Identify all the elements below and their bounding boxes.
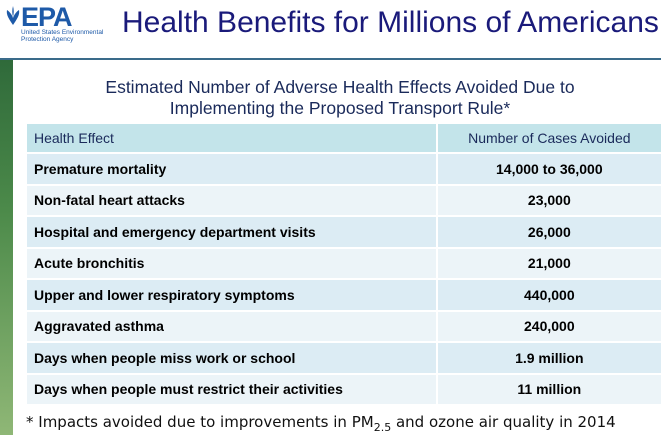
caption-line-2: Implementing the Proposed Transport Rule* xyxy=(169,98,511,118)
epa-logo xyxy=(4,3,122,55)
logo-subtitle: United States Environmental Protection Agency xyxy=(21,29,104,43)
health-effect-cell: Premature mortality xyxy=(27,153,437,185)
table-row xyxy=(27,342,661,374)
logo-text: EPA xyxy=(21,2,72,32)
table-row xyxy=(27,374,661,406)
column-header-cases: Number of Cases Avoided xyxy=(437,124,661,153)
health-effect-cell: Days when people miss work or school xyxy=(27,342,437,374)
cases-avoided-cell: 11 million xyxy=(437,374,661,406)
health-effect-cell: Days when people must restrict their activities xyxy=(27,374,437,406)
health-effects-table xyxy=(27,124,661,406)
column-header-effect: Health Effect xyxy=(27,124,437,153)
table-header-row xyxy=(27,124,661,153)
cases-avoided-cell: 21,000 xyxy=(437,248,661,280)
health-effect-cell: Hospital and emergency department visits xyxy=(27,216,437,248)
footnote-prefix: * Impacts avoided due to improvements in PM xyxy=(26,413,374,431)
table-row xyxy=(27,216,661,248)
health-effect-cell: Acute bronchitis xyxy=(27,248,437,280)
table-row xyxy=(27,248,661,280)
health-effect-cell: Aggravated asthma xyxy=(27,311,437,343)
header-divider xyxy=(0,58,661,60)
cases-avoided-cell: 23,000 xyxy=(437,185,661,217)
table-caption xyxy=(40,77,640,119)
health-effect-cell: Non-fatal heart attacks xyxy=(27,185,437,217)
footnote-subscript: 2.5 xyxy=(373,421,392,434)
table-row xyxy=(27,153,661,185)
health-effect-cell: Upper and lower respiratory symptoms xyxy=(27,279,437,311)
cases-avoided-cell: 440,000 xyxy=(437,279,661,311)
page-title: Health Benefits for Millions of Americans xyxy=(122,6,659,39)
table-row xyxy=(27,311,661,343)
cases-avoided-cell: 26,000 xyxy=(437,216,661,248)
footnote-suffix: and ozone air quality in 2014 xyxy=(391,413,616,431)
cases-avoided-cell: 240,000 xyxy=(437,311,661,343)
epa-flower-icon xyxy=(4,5,22,27)
footnote xyxy=(26,413,616,434)
table-row xyxy=(27,185,661,217)
header xyxy=(0,0,661,58)
cases-avoided-cell: 1.9 million xyxy=(437,342,661,374)
cases-avoided-cell: 14,000 to 36,000 xyxy=(437,153,661,185)
table-row xyxy=(27,279,661,311)
left-decorative-band xyxy=(0,60,13,435)
caption-line-1: Estimated Number of Adverse Health Effects Avoided Due to xyxy=(105,77,575,97)
